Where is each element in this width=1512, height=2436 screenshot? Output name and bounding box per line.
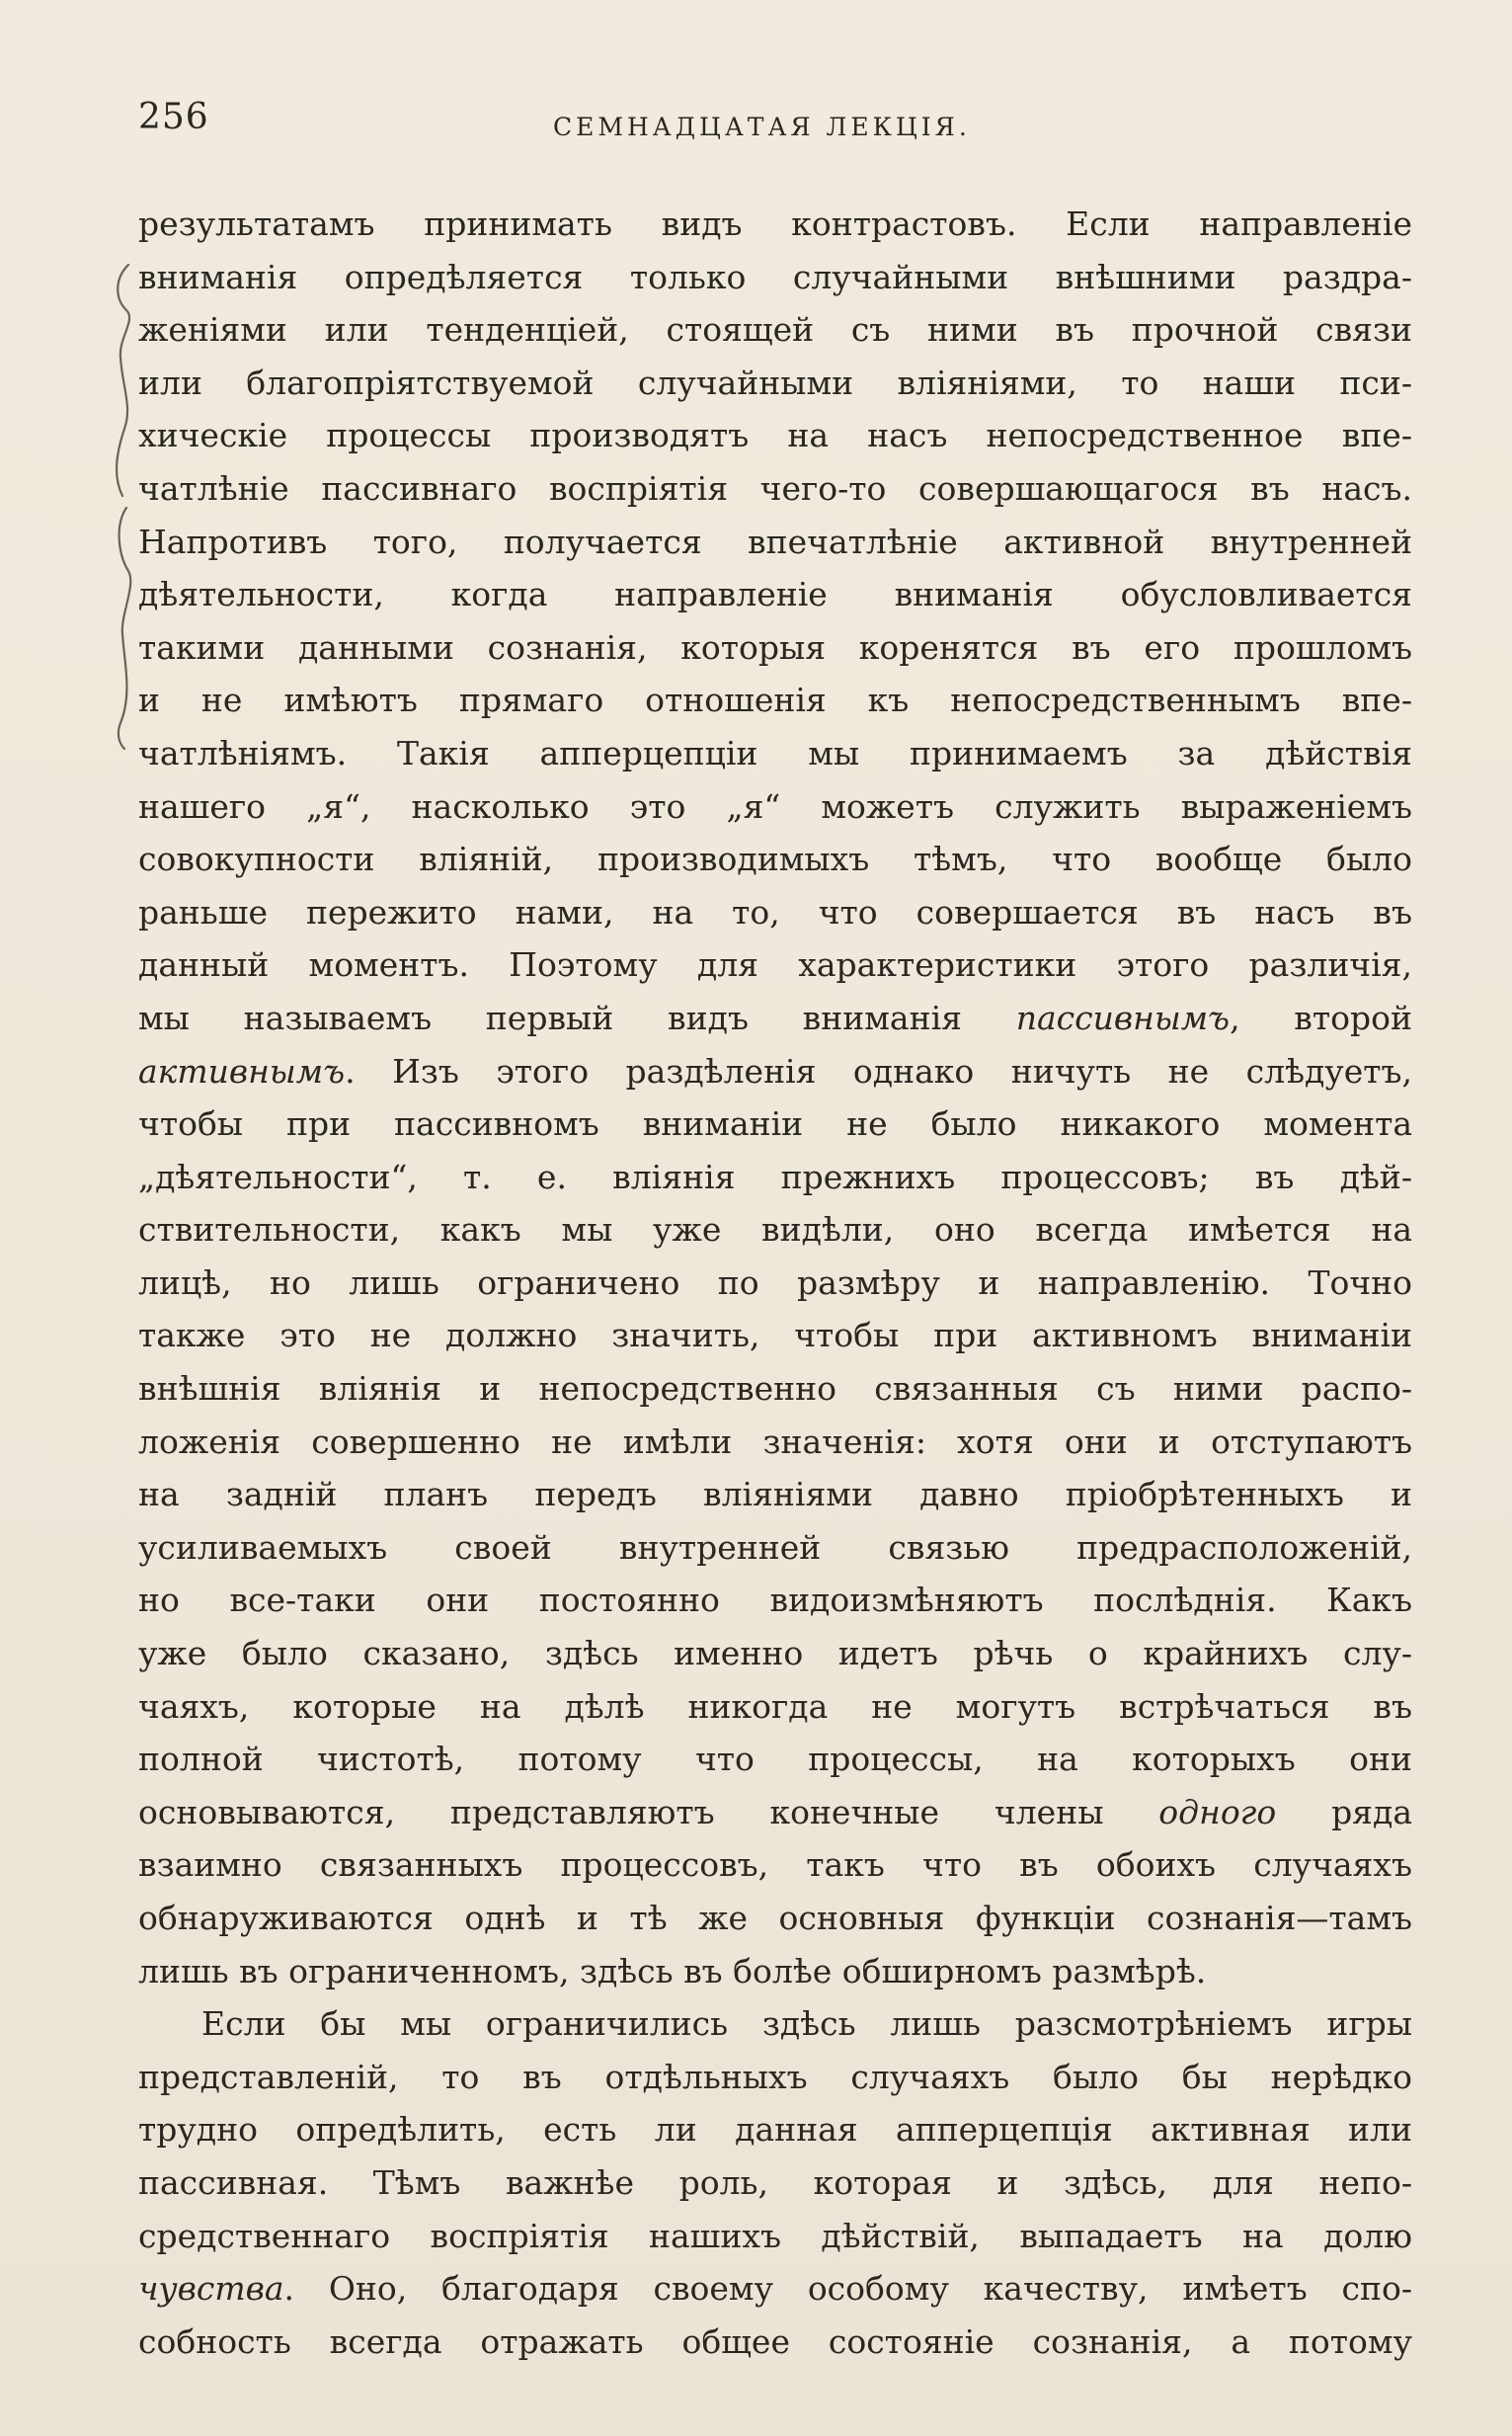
text-line: взаимно связанныхъ процессовъ, такъ что въ обоихъ случаяхъ	[138, 1845, 1412, 1885]
text-line: средственнаго воспріятія нашихъ дѣйствій, выпадаетъ на долю	[138, 2216, 1412, 2255]
text-line: но все-таки они постоянно видоизмѣняютъ послѣднія. Какъ	[138, 1581, 1412, 1620]
text-line: представленій, то въ отдѣльныхъ случаяхъ было бы нерѣдко	[138, 2057, 1412, 2096]
running-head: СЕМНАДЦАТАЯ ЛЕКЦІЯ.	[553, 113, 971, 141]
text-line	[138, 1786, 1412, 1839]
text-line: собность всегда отражать общее состояніе сознанія, а потому	[138, 2321, 1412, 2361]
text-line: усиливаемыхъ своей внутренней связью предрасположеній,	[138, 1527, 1412, 1567]
text-line: чаяхъ, которые на дѣлѣ никогда не могутъ встрѣчаться въ	[138, 1686, 1412, 1726]
text-segment: ряда	[1331, 1792, 1412, 1831]
italic-term: одного	[1158, 1792, 1277, 1831]
text-line: полной чистотѣ, потому что процессы, на которыхъ они	[138, 1740, 1412, 1779]
text-line: женіями или тенденціей, стоящей съ ними въ прочной связи	[138, 310, 1412, 350]
text-line: лицѣ, но лишь ограничено по размѣру и направленію. Точно	[138, 1262, 1412, 1302]
text-segment: . Изъ этого раздѣленія однако ничуть не слѣдуетъ,	[345, 1051, 1412, 1091]
text-line	[138, 992, 1412, 1045]
text-line: пассивная. Тѣмъ важнѣе роль, которая и здѣсь, для непо-	[138, 2162, 1412, 2202]
text-line: трудно опредѣлить, есть ли данная апперцепція активная или	[138, 2110, 1412, 2150]
text-line: такими данными сознанія, которыя коренятся въ его прошломъ	[138, 627, 1412, 667]
page-number: 256	[138, 97, 209, 137]
text-segment: мы называемъ первый видъ вниманія	[138, 998, 962, 1037]
text-segment: . Оно, благодаря своему особому качеству, имѣетъ спо-	[283, 2269, 1412, 2309]
text-line: Если бы мы ограничились здѣсь лишь разсмотрѣніемъ игры	[201, 2004, 1412, 2044]
text-segment: , второй	[1230, 998, 1412, 1037]
text-line: чатлѣніямъ. Такія апперцепціи мы принимаемъ за дѣйствія	[138, 733, 1412, 772]
text-line: чатлѣніе пассивнаго воспріятія чего-то совершающагося въ насъ.	[138, 468, 1412, 508]
text-line: „дѣятельности“, т. е. вліянія прежнихъ процессовъ; въ дѣй-	[138, 1157, 1412, 1196]
text-line: обнаруживаются однѣ и тѣ же основныя функціи сознанія—тамъ	[138, 1899, 1412, 1937]
text-line: Напротивъ того, получается впечатлѣніе активной внутренней	[138, 522, 1412, 561]
text-line: ложенія совершенно не имѣли значенія: хотя они и отступаютъ	[138, 1421, 1412, 1461]
text-line: данный моментъ. Поэтому для характеристики этого различія,	[138, 945, 1412, 985]
text-line: на задній планъ передъ вліяніями давно пріобрѣтенныхъ и	[138, 1475, 1412, 1514]
text-line: лишь въ ограниченномъ, здѣсь въ болѣе обширномъ размѣрѣ.	[138, 1951, 1207, 1990]
text-line: раньше пережито нами, на то, что совершается въ насъ въ	[138, 892, 1412, 932]
text-line: дѣятельности, когда направленіе вниманія обусловливается	[138, 575, 1412, 614]
text-line: вниманія опредѣляется только случайными внѣшними раздра-	[138, 257, 1412, 296]
text-line: внѣшнія вліянія и непосредственно связанныя съ ними распо-	[138, 1369, 1412, 1409]
italic-term: чувства	[138, 2269, 284, 2309]
text-line: совокупности вліяній, производимыхъ тѣмъ, что вообще было	[138, 840, 1412, 879]
text-line: нашего „я“, насколько это „я“ можетъ служить выраженіемъ	[138, 786, 1412, 826]
text-line: ствительности, какъ мы уже видѣли, оно всегда имѣется на	[138, 1210, 1412, 1250]
text-line	[138, 2262, 1412, 2315]
page-header	[138, 97, 1412, 156]
text-line: хическіе процессы производятъ на насъ непосредственное впе-	[138, 416, 1412, 455]
text-line: также это не должно значить, чтобы при активномъ вниманіи	[138, 1316, 1412, 1355]
text-line: и не имѣютъ прямаго отношенія къ непосредственнымъ впе-	[138, 681, 1412, 720]
body-text	[138, 198, 1412, 2368]
italic-term: активнымъ	[138, 1051, 346, 1091]
text-line: результатамъ принимать видъ контрастовъ. Если направленіе	[138, 204, 1412, 243]
text-line: уже было сказано, здѣсь именно идетъ рѣчь о крайнихъ слу-	[138, 1634, 1412, 1673]
italic-term: пассивнымъ	[1015, 998, 1231, 1037]
text-segment: основываются, представляютъ конечные члены	[138, 1792, 1104, 1831]
text-line	[138, 1045, 1412, 1098]
text-line: чтобы при пассивномъ вниманіи не было никакого момента	[138, 1104, 1412, 1144]
text-line: или благопріятствуемой случайными вліяніями, то наши пси-	[138, 363, 1412, 402]
